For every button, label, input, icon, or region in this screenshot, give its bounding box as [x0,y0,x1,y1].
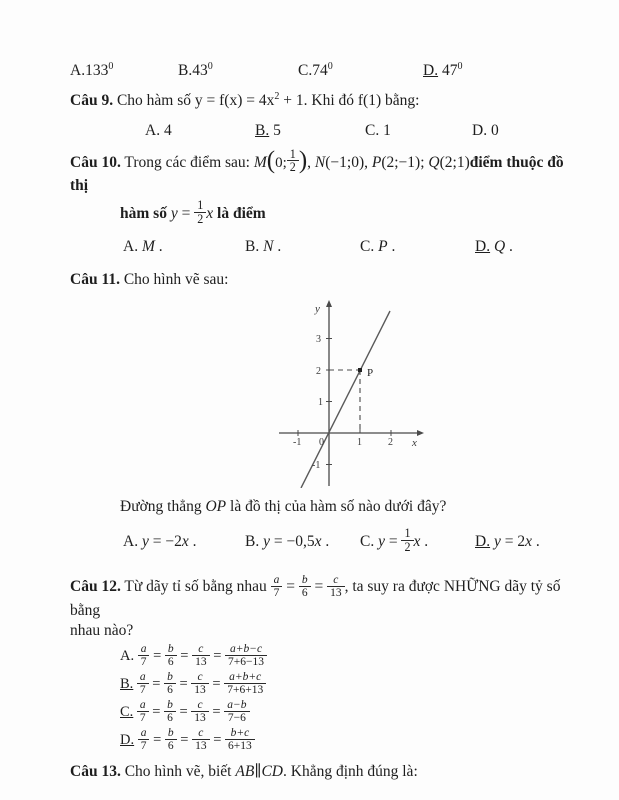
var-x: x [206,205,214,222]
q11-options-row [70,526,571,555]
q12-stem [70,575,571,620]
paren-close: ) [298,146,308,174]
fraction-c13: $\frac{c}{13}$ [191,699,209,724]
fraction-c13: $\frac{c}{13}$ [192,727,210,752]
fraction-b6: $\frac{b}{6}$ [164,671,176,696]
option-label: D. [475,237,491,255]
x-tick-label: 2 [388,436,393,448]
option-value: Q [493,237,506,255]
option-value: M [141,237,155,255]
var-x: x [413,532,421,550]
option-label: C. [120,703,134,720]
q11-option-c [360,526,475,555]
question-text: Cho hình vẽ sau: [119,270,229,288]
dot: . [321,532,330,550]
question-text: Từ dãy tỉ số bằng nhau [120,578,271,596]
point-q: Q [428,153,440,171]
var-x: x [525,532,532,550]
q10-option-b [245,237,360,257]
q9-option-c [365,121,472,141]
q11-option-d [475,532,540,552]
q10-option-a [123,237,245,257]
question-text: Cho hàm số y = f(x) = 4x [113,92,275,110]
x-axis-arrow [417,430,424,436]
option-expr: = −0,5 [269,532,315,550]
q8-option-d [423,60,462,81]
equals: = [176,732,193,749]
question-text: + 1. Khi đó f(1) bằng: [279,92,420,110]
fraction-result: $\frac{a-b}{7-6}$ [224,699,249,724]
coord-text: 0; [275,154,287,171]
option-value: P [378,237,388,255]
fraction-a7: $\frac{a}{7}$ [138,727,150,752]
question-number: Câu 10. [70,153,121,171]
var-x: x [181,532,189,550]
q11-option-a [123,532,245,552]
option-value: 5 [269,121,281,139]
q12-option-d [120,728,571,753]
q11-stem [70,270,571,290]
fraction-a7: $\frac{a}{7}$ [271,574,283,599]
dot: . [154,237,163,255]
q12-option-a [120,644,571,669]
y-tick-label: -1 [312,459,321,471]
degree-sup: 0 [457,61,463,72]
point-p: P [371,153,382,171]
option-label: A. [70,62,86,80]
q8-option-b [178,60,298,81]
dot: . [273,237,282,255]
option-label: A. [123,237,139,255]
option-label: B. [245,532,260,550]
fraction-b6: $\frac{b}{6}$ [165,727,177,752]
fraction-a7: $\frac{a}{7}$ [138,643,150,668]
question-text: Cho hình vẽ, biết [120,763,236,781]
fraction-b6: $\frac{b}{6}$ [164,699,176,724]
q13-stem [70,762,571,782]
q9-stem [70,90,571,111]
question-text: . Khẳng định đúng là: [283,763,418,781]
fraction-half: $\frac{1}{2}$ [401,527,413,553]
q9-options-row [70,121,571,141]
question-number: Câu 12. [70,578,121,596]
line-graph [275,298,425,488]
equals: = [209,647,226,664]
equals: = [209,732,226,749]
fraction-c13: $\frac{c}{13}$ [192,643,210,668]
option-label: B. [255,121,270,139]
fraction-half: $\frac{1}{2}$ [194,199,206,225]
y-axis-arrow [326,300,332,307]
y-tick-label: 3 [316,333,321,345]
q10-stem-line2 [120,198,571,227]
option-value: 133 [85,62,109,80]
fraction-c13: $\frac{c}{13}$ [191,671,209,696]
x-tick-label: 1 [357,436,362,448]
option-expr: = 2 [500,532,526,550]
option-value: 4 [160,121,172,139]
y-axis-label: y [315,302,320,315]
option-value: N [263,237,274,255]
fraction-half: $\frac{1}{2}$ [287,148,299,174]
q12-options [120,644,571,754]
q8-option-a [70,60,178,81]
equals: = [149,732,165,749]
coord-text: (−1;0) [325,153,365,171]
question-text: là đồ thị của hàm số nào dưới đây? [226,497,447,515]
q8-option-c [298,60,423,81]
equals: = [148,703,165,720]
fraction-result: $\frac{a+b+c}{7+6+13}$ [224,671,266,696]
origin-label: 0 [319,436,324,448]
option-label: B. [245,237,260,255]
fraction-a7: $\frac{a}{7}$ [137,699,149,724]
q11-option-b [245,532,360,552]
var-y: y [263,532,270,550]
equals: = [282,578,299,596]
option-value: 74 [312,62,328,80]
x-tick-label: -1 [293,436,302,448]
dot: . [420,532,429,550]
degree-sup: 0 [108,61,114,72]
x-axis-label: x [412,436,417,449]
separator: , [364,153,372,171]
question-number: Câu 9. [70,92,114,110]
equals: = [176,647,193,664]
point-p-label: P [367,366,374,379]
fraction-c13: $\frac{c}{13}$ [327,574,345,599]
var-y: y [170,205,178,222]
option-label: C. [360,532,375,550]
option-label: C. [360,237,375,255]
option-label: A. [120,647,135,664]
option-value: 1 [379,121,391,139]
q9-option-a [145,121,255,141]
option-label: C. [365,121,380,139]
question-text: nhau nào? [70,621,134,639]
point-p-marker [358,368,362,372]
option-label: D. [120,732,135,749]
degree-sup: 0 [327,61,333,72]
question-text: , ta suy ra được NHỮNG dãy tỷ số bằng [70,578,561,619]
question-text-bold: điểm thuộc đồ thị [70,153,564,195]
var-y: y [493,532,501,550]
question-text-bold: hàm số [120,205,171,222]
question-text: Đường thẳng [120,497,206,515]
option-label: D. [423,62,439,80]
q10-option-d [475,237,513,257]
equals: = [175,703,192,720]
q12-option-b [120,672,571,697]
degree-sup: 0 [207,61,213,72]
fraction-b6: $\frac{b}{6}$ [165,643,177,668]
dot: . [531,532,540,550]
option-value: 43 [192,62,208,80]
segment-op: OP [205,497,227,515]
point-n: N [314,153,326,171]
exponent: 2 [274,91,280,103]
q10-option-c [360,237,475,257]
equals: = [310,578,328,596]
fraction-result: $\frac{a+b-c}{7+6-13}$ [225,643,267,668]
equals: = [148,675,165,692]
q11-question [120,497,571,517]
coord-text: (2;−1); [381,153,429,171]
var-y: y [141,532,149,550]
fraction-result: $\frac{b+c}{6+13}$ [225,727,255,752]
var-x: x [314,532,322,550]
q12-option-c [120,700,571,725]
fraction-b6: $\frac{b}{6}$ [299,574,311,599]
option-label: B. [120,675,134,692]
coord-text: (2;1) [439,153,470,171]
parallel-statement: AB∥CD [235,763,283,781]
option-expr: = −2 [148,532,182,550]
option-label: A. [145,121,161,139]
var-y: y [378,532,385,550]
option-value: 47 [438,62,458,80]
question-number: Câu 11. [70,270,120,288]
q9-option-d [472,121,499,141]
q8-options-row [70,60,571,81]
equals: = [208,703,225,720]
q10-options-row [70,237,571,257]
y-tick-label: 2 [316,365,321,377]
fraction-a7: $\frac{a}{7}$ [137,671,149,696]
option-value: 0 [487,121,499,139]
equals: = [175,675,192,692]
graph-figure [275,298,425,488]
equals: = [208,675,225,692]
option-label: B. [178,62,193,80]
paren-open: ( [266,146,276,174]
option-label: D. [475,532,491,550]
q12-stem-line2 [70,621,571,641]
q10-stem [70,146,571,197]
question-text: Trong các điểm sau: [120,153,254,171]
dot: . [505,237,513,255]
equals: = [149,647,165,664]
option-label: C. [298,62,313,80]
dot: . [188,532,197,550]
q9-option-b [255,121,365,141]
equals: = [177,205,195,222]
equals: = [384,532,402,550]
question-number: Câu 13. [70,763,121,781]
option-label: A. [123,532,139,550]
separator: , [307,153,315,171]
dot: . [387,237,396,255]
y-tick-label: 1 [318,396,323,408]
option-label: D. [472,121,488,139]
question-text-bold: là điểm [213,205,266,222]
point-m: M [253,153,267,171]
